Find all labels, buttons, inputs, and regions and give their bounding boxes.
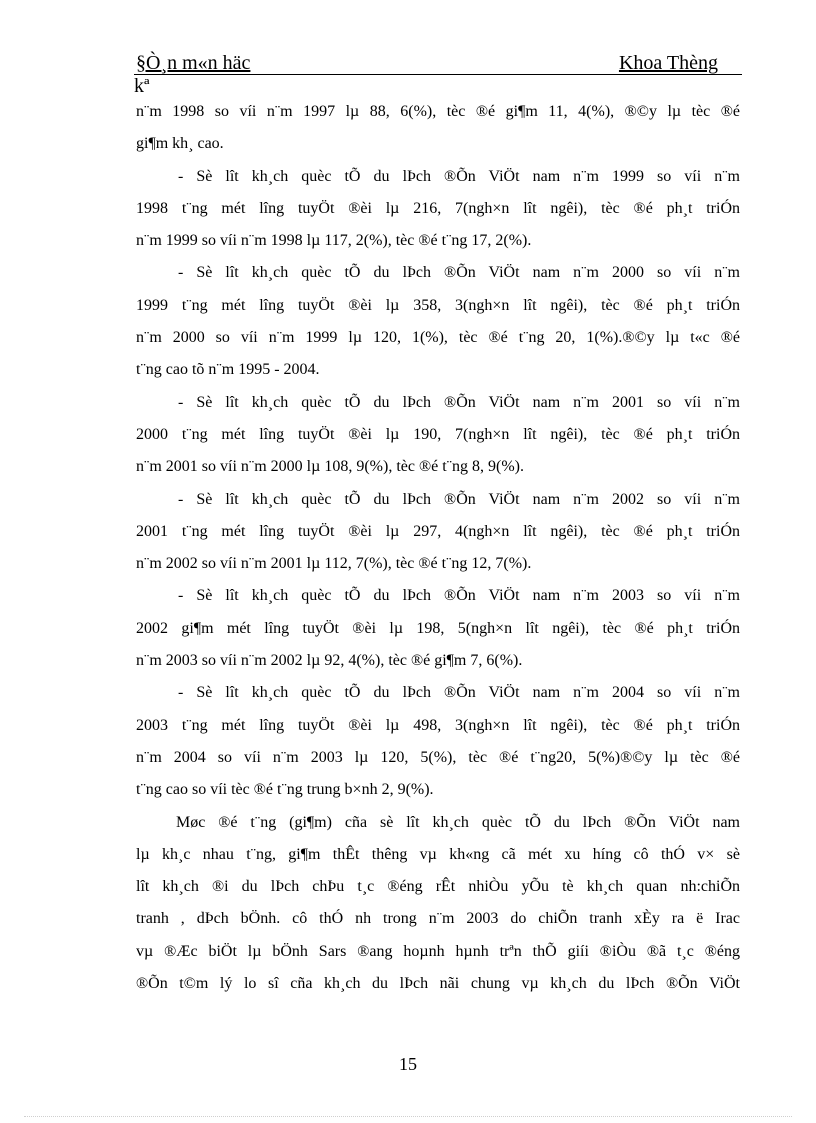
text-line: Møc ®é t¨ng (gi¶m) cña sè lît kh¸ch quèc tÕ du lÞch ®Õn ViÖt nam (176, 813, 740, 831)
text-line: 1998 t¨ng mét lîng tuyÖt ®èi lµ 216, 7(ngh×n lît ngêi), tèc ®é ph¸t triÓn (136, 199, 740, 217)
text-line: 2003 t¨ng mét lîng tuyÖt ®èi lµ 498, 3(ngh×n lît ngêi), tèc ®é ph¸t triÓn (136, 716, 740, 734)
text-line: - Sè lît kh¸ch quèc tÕ du lÞch ®Õn ViÖt nam n¨m 2003 so víi n¨m (178, 587, 740, 605)
text-line: - Sè lît kh¸ch quèc tÕ du lÞch ®Õn ViÖt nam n¨m 2002 so víi n¨m (178, 490, 740, 508)
text-line: n¨m 2000 so víi n¨m 1999 lµ 120, 1(%), tèc ®é t¨ng 20, 1(%).®©y lµ t«c ®é (136, 329, 740, 347)
text-line: tranh , dÞch bÖnh. cô thÓ nh trong n¨m 2003 do chiÕn tranh xÈy ra ë Irac (136, 910, 740, 928)
text-line: - Sè lît kh¸ch quèc tÕ du lÞch ®Õn ViÖt nam n¨m 2001 so víi n¨m (178, 393, 740, 411)
text-line: t¨ng cao tõ n¨m 1995 - 2004. (136, 361, 320, 379)
header-left-title: §Ò¸n m«n häc (136, 52, 251, 74)
text-line: lît kh¸ch ®i du lÞch chÞu t¸c ®éng rÊt nhiÒu yÕu tè kh¸ch quan nh:chiÕn (136, 878, 740, 896)
text-line: gi¶m kh¸ cao. (136, 135, 224, 153)
text-line: lµ kh¸c nhau t¨ng, gi¶m thÊt thêng vµ kh«ng cã mét xu híng cô thÓ v× sè (136, 845, 740, 863)
text-line: ®Õn t©m lý lo sî cña kh¸ch du lÞch nãi chung vµ kh¸ch du lÞch ®Õn ViÖt (136, 975, 740, 993)
text-line: 2000 t¨ng mét lîng tuyÖt ®èi lµ 190, 7(ngh×n lît ngêi), tèc ®é ph¸t triÓn (136, 425, 740, 443)
text-line: 1999 t¨ng mét lîng tuyÖt ®èi lµ 358, 3(ngh×n lît ngêi), tèc ®é ph¸t triÓn (136, 296, 740, 314)
text-line: 2002 gi¶m mét lîng tuyÖt ®èi lµ 198, 5(ngh×n lît ngêi), tèc ®é ph¸t triÓn (136, 619, 740, 637)
text-line: n¨m 1998 so víi n¨m 1997 lµ 88, 6(%), tèc ®é gi¶m 11, 4(%), ®©y lµ tèc ®é (136, 103, 740, 120)
text-line: n¨m 2004 so víi n¨m 2003 lµ 120, 5(%), tèc ®é t¨ng20, 5(%)®©y lµ tèc ®é (136, 748, 740, 766)
header-right-title: Khoa Thèng (618, 52, 718, 74)
text-line: n¨m 2001 so víi n¨m 2000 lµ 108, 9(%), tèc ®é t¨ng 8, 9(%). (136, 458, 524, 476)
page-header (134, 52, 742, 75)
text-line: n¨m 2003 so víi n¨m 2002 lµ 92, 4(%), tèc ®é gi¶m 7, 6(%). (136, 652, 523, 670)
body-text (136, 96, 740, 1000)
text-line: vµ ®Æc biÖt lµ bÖnh Sars ®ang hoµnh hµnh trªn thÕ giíi ®iÒu ®ã t¸c ®éng (136, 942, 740, 960)
text-line: 2001 t¨ng mét lîng tuyÖt ®èi lµ 297, 4(ngh×n lît ngêi), tèc ®é ph¸t triÓn (136, 522, 740, 540)
text-line: n¨m 2002 so víi n¨m 2001 lµ 112, 7(%), tèc ®é t¨ng 12, 7(%). (136, 555, 532, 573)
text-line: - Sè lît kh¸ch quèc tÕ du lÞch ®Õn ViÖt nam n¨m 1999 so víi n¨m (178, 167, 740, 185)
page-number: 15 (399, 1054, 417, 1074)
text-line: t¨ng cao so víi tèc ®é t¨ng trung b×nh 2, 9(%). (136, 781, 434, 799)
text-line: - Sè lît kh¸ch quèc tÕ du lÞch ®Õn ViÖt nam n¨m 2004 so víi n¨m (178, 684, 740, 702)
text-line: n¨m 1999 so víi n¨m 1998 lµ 117, 2(%), tèc ®é t¨ng 17, 2(%). (136, 232, 532, 250)
page-bottom-divider (24, 1116, 792, 1117)
header-continuation: kª (134, 75, 150, 97)
text-line: - Sè lît kh¸ch quèc tÕ du lÞch ®Õn ViÖt nam n¨m 2000 so víi n¨m (178, 264, 740, 282)
